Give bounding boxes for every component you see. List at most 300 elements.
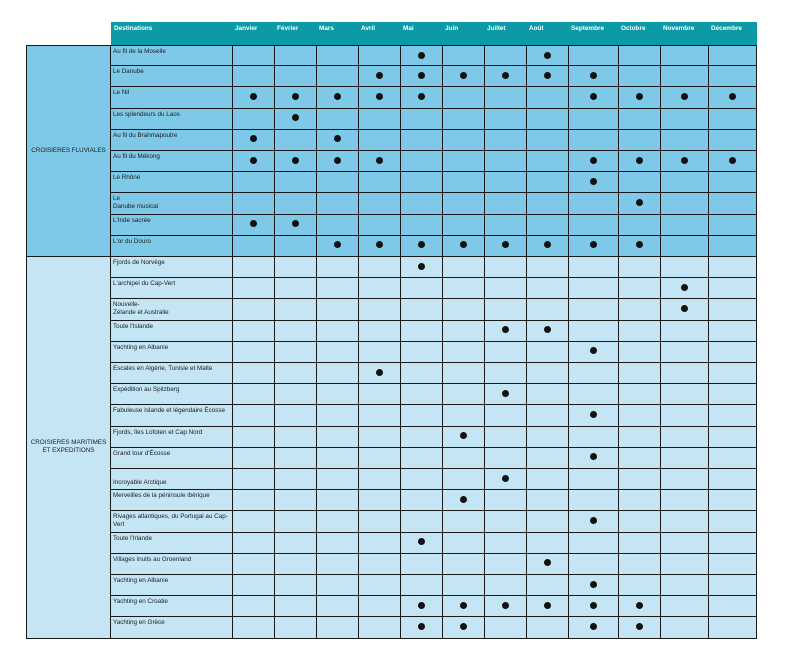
month-cell	[401, 109, 443, 130]
availability-dot	[590, 93, 597, 100]
month-cell	[527, 66, 569, 87]
month-cell	[317, 87, 359, 108]
month-cell	[443, 172, 485, 193]
month-cell	[527, 575, 569, 596]
availability-dot	[681, 305, 688, 312]
month-cell	[275, 533, 317, 554]
month-cell	[485, 299, 527, 320]
month-cell	[233, 130, 275, 151]
month-cell	[275, 130, 317, 151]
month-cell	[275, 172, 317, 193]
availability-dot	[292, 220, 299, 227]
month-cell	[569, 109, 619, 130]
month-cell	[233, 257, 275, 278]
destination-label: Yachting en Grèce	[111, 617, 233, 638]
month-cell	[661, 87, 709, 108]
availability-dot	[502, 241, 509, 248]
availability-dot	[502, 602, 509, 609]
month-cell	[569, 533, 619, 554]
month-cell	[359, 172, 401, 193]
destination-label: Les splendeurs du Laos	[111, 109, 233, 130]
month-cell	[317, 596, 359, 617]
availability-dot	[418, 538, 425, 545]
availability-dot	[636, 241, 643, 248]
availability-dot	[590, 347, 597, 354]
month-cell	[443, 448, 485, 469]
month-cell	[619, 66, 661, 87]
month-cell	[317, 151, 359, 172]
availability-dot	[502, 326, 509, 333]
availability-dot	[460, 496, 467, 503]
month-cell	[443, 109, 485, 130]
availability-dot	[250, 93, 257, 100]
availability-dot	[418, 52, 425, 59]
month-cell	[275, 554, 317, 575]
destination-label: Nouvelle- Zélande et Australie	[111, 299, 233, 320]
month-cell	[359, 321, 401, 342]
month-cell	[569, 384, 619, 405]
month-cell	[401, 575, 443, 596]
availability-dot	[418, 602, 425, 609]
header-month-10: Octobre	[619, 22, 661, 45]
month-cell	[485, 384, 527, 405]
month-cell	[401, 490, 443, 511]
month-cell	[233, 384, 275, 405]
month-cell	[401, 448, 443, 469]
month-cell	[233, 87, 275, 108]
month-cell	[709, 405, 757, 426]
availability-dot	[418, 263, 425, 270]
month-cell	[275, 278, 317, 299]
month-cell	[527, 130, 569, 151]
month-cell	[569, 448, 619, 469]
availability-dot	[292, 93, 299, 100]
month-cell	[569, 405, 619, 426]
header-month-3: Mars	[317, 22, 359, 45]
month-cell	[569, 236, 619, 257]
month-cell	[527, 257, 569, 278]
month-cell	[359, 596, 401, 617]
month-cell	[485, 87, 527, 108]
month-cell	[401, 384, 443, 405]
month-cell	[485, 469, 527, 490]
month-cell	[619, 299, 661, 320]
month-cell	[485, 278, 527, 299]
month-cell	[233, 511, 275, 532]
month-cell	[233, 448, 275, 469]
month-cell	[443, 236, 485, 257]
availability-dot	[418, 93, 425, 100]
month-cell	[401, 469, 443, 490]
month-cell	[661, 193, 709, 214]
month-cell	[661, 384, 709, 405]
destination-label: Fabuleuse Islande et légendaire Écosse	[111, 405, 233, 426]
availability-dot	[636, 157, 643, 164]
month-cell	[709, 554, 757, 575]
month-cell	[275, 448, 317, 469]
month-cell	[569, 193, 619, 214]
month-cell	[443, 321, 485, 342]
month-cell	[485, 193, 527, 214]
month-cell	[317, 363, 359, 384]
month-cell	[569, 342, 619, 363]
month-cell	[709, 448, 757, 469]
month-cell	[401, 172, 443, 193]
destination-label: Yachting en Albanie	[111, 342, 233, 363]
month-cell	[527, 469, 569, 490]
destination-label: Toute l'Islande	[111, 321, 233, 342]
month-cell	[233, 363, 275, 384]
month-cell	[275, 427, 317, 448]
month-cell	[317, 617, 359, 638]
month-cell	[443, 617, 485, 638]
month-cell	[527, 172, 569, 193]
month-cell	[569, 511, 619, 532]
month-cell	[443, 405, 485, 426]
month-cell	[569, 575, 619, 596]
header-month-6: Juin	[443, 22, 485, 45]
month-cell	[317, 342, 359, 363]
month-cell	[485, 321, 527, 342]
month-cell	[619, 45, 661, 66]
month-cell	[661, 342, 709, 363]
month-cell	[233, 66, 275, 87]
month-cell	[569, 427, 619, 448]
month-cell	[317, 321, 359, 342]
month-cell	[619, 427, 661, 448]
month-cell	[443, 533, 485, 554]
month-cell	[485, 533, 527, 554]
month-cell	[569, 617, 619, 638]
month-cell	[401, 617, 443, 638]
month-cell	[709, 511, 757, 532]
header-month-11: Novembre	[661, 22, 709, 45]
month-cell	[619, 130, 661, 151]
month-cell	[709, 490, 757, 511]
month-cell	[527, 405, 569, 426]
month-cell	[661, 533, 709, 554]
month-cell	[233, 299, 275, 320]
month-cell	[443, 342, 485, 363]
month-cell	[233, 405, 275, 426]
month-cell	[527, 278, 569, 299]
month-cell	[275, 109, 317, 130]
availability-dot	[376, 93, 383, 100]
month-cell	[359, 215, 401, 236]
month-cell	[709, 469, 757, 490]
month-cell	[443, 257, 485, 278]
month-cell	[443, 215, 485, 236]
month-cell	[359, 554, 401, 575]
month-cell	[619, 151, 661, 172]
month-cell	[443, 278, 485, 299]
month-cell	[527, 193, 569, 214]
availability-dot	[250, 157, 257, 164]
destination-label: Le Nil	[111, 87, 233, 108]
month-cell	[709, 193, 757, 214]
month-cell	[233, 236, 275, 257]
month-cell	[661, 405, 709, 426]
availability-dot	[502, 475, 509, 482]
month-cell	[359, 617, 401, 638]
month-cell	[317, 575, 359, 596]
group-label: CROISIERES FLUVIALES	[26, 45, 111, 257]
month-cell	[359, 533, 401, 554]
destination-label: Le Danube musical	[111, 193, 233, 214]
month-cell	[317, 172, 359, 193]
availability-dot	[502, 390, 509, 397]
month-cell	[661, 130, 709, 151]
group-label: CROISIERES MARITIMES ET EXPEDITIONS	[26, 257, 111, 639]
availability-dot	[636, 623, 643, 630]
month-cell	[401, 236, 443, 257]
destination-label: Incroyable Arctique	[111, 469, 233, 490]
month-cell	[443, 575, 485, 596]
month-cell	[233, 427, 275, 448]
month-cell	[661, 363, 709, 384]
month-cell	[275, 575, 317, 596]
month-cell	[569, 215, 619, 236]
month-cell	[275, 45, 317, 66]
month-cell	[527, 45, 569, 66]
month-cell	[619, 87, 661, 108]
month-cell	[401, 533, 443, 554]
month-cell	[709, 363, 757, 384]
availability-dot	[544, 52, 551, 59]
month-cell	[317, 193, 359, 214]
month-cell	[485, 109, 527, 130]
month-cell	[275, 384, 317, 405]
month-cell	[485, 405, 527, 426]
month-cell	[443, 87, 485, 108]
month-cell	[569, 66, 619, 87]
month-cell	[619, 596, 661, 617]
header-month-1: Janvier	[233, 22, 275, 45]
month-cell	[317, 384, 359, 405]
month-cell	[317, 66, 359, 87]
month-cell	[233, 215, 275, 236]
availability-dot	[334, 241, 341, 248]
month-cell	[569, 130, 619, 151]
month-cell	[527, 215, 569, 236]
month-cell	[485, 363, 527, 384]
month-cell	[709, 45, 757, 66]
header-month-12: Décembre	[709, 22, 757, 45]
month-cell	[443, 130, 485, 151]
availability-dot	[681, 284, 688, 291]
availability-dot	[636, 93, 643, 100]
month-cell	[401, 151, 443, 172]
month-cell	[485, 257, 527, 278]
month-cell	[233, 151, 275, 172]
availability-dot	[460, 623, 467, 630]
month-cell	[317, 554, 359, 575]
month-cell	[317, 448, 359, 469]
availability-dot	[376, 369, 383, 376]
month-cell	[569, 554, 619, 575]
month-cell	[233, 342, 275, 363]
month-cell	[401, 596, 443, 617]
month-cell	[569, 278, 619, 299]
month-cell	[569, 151, 619, 172]
month-cell	[317, 299, 359, 320]
month-cell	[275, 596, 317, 617]
month-cell	[359, 66, 401, 87]
month-cell	[485, 130, 527, 151]
month-cell	[619, 575, 661, 596]
month-cell	[527, 617, 569, 638]
month-cell	[443, 66, 485, 87]
month-cell	[485, 511, 527, 532]
month-cell	[709, 575, 757, 596]
month-cell	[619, 469, 661, 490]
month-cell	[485, 66, 527, 87]
month-cell	[275, 215, 317, 236]
month-cell	[401, 257, 443, 278]
month-cell	[233, 596, 275, 617]
month-cell	[401, 193, 443, 214]
month-cell	[359, 299, 401, 320]
month-cell	[317, 215, 359, 236]
destination-label: Expédition au Spitzberg	[111, 384, 233, 405]
month-cell	[233, 278, 275, 299]
month-cell	[485, 596, 527, 617]
month-cell	[233, 45, 275, 66]
month-cell	[401, 66, 443, 87]
availability-dot	[460, 432, 467, 439]
month-cell	[485, 215, 527, 236]
month-cell	[619, 257, 661, 278]
month-cell	[661, 321, 709, 342]
month-cell	[569, 596, 619, 617]
month-cell	[527, 533, 569, 554]
month-cell	[443, 596, 485, 617]
availability-dot	[544, 241, 551, 248]
month-cell	[661, 596, 709, 617]
month-cell	[619, 363, 661, 384]
month-cell	[401, 342, 443, 363]
month-cell	[359, 342, 401, 363]
destination-label: L'Inde sacrée	[111, 215, 233, 236]
month-cell	[527, 363, 569, 384]
availability-dot	[590, 178, 597, 185]
month-cell	[569, 257, 619, 278]
availability-dot	[544, 559, 551, 566]
month-cell	[661, 278, 709, 299]
month-cell	[359, 278, 401, 299]
month-cell	[619, 236, 661, 257]
month-cell	[619, 321, 661, 342]
month-cell	[709, 278, 757, 299]
availability-dot	[590, 241, 597, 248]
month-cell	[359, 575, 401, 596]
month-cell	[233, 109, 275, 130]
header-month-7: Juillet	[485, 22, 527, 45]
month-cell	[661, 554, 709, 575]
month-cell	[569, 321, 619, 342]
availability-dot	[250, 220, 257, 227]
month-cell	[485, 448, 527, 469]
month-cell	[275, 151, 317, 172]
month-cell	[485, 236, 527, 257]
month-cell	[569, 469, 619, 490]
month-cell	[619, 384, 661, 405]
month-cell	[443, 299, 485, 320]
month-cell	[709, 384, 757, 405]
month-cell	[527, 384, 569, 405]
destination-label: Rivages atlantiques, du Portugal au Cap-Vert	[111, 511, 233, 532]
month-cell	[619, 278, 661, 299]
month-cell	[317, 469, 359, 490]
month-cell	[661, 299, 709, 320]
month-cell	[661, 617, 709, 638]
availability-dot	[250, 135, 257, 142]
availability-dot	[418, 623, 425, 630]
month-cell	[527, 151, 569, 172]
month-cell	[485, 342, 527, 363]
month-cell	[275, 617, 317, 638]
month-cell	[619, 448, 661, 469]
month-cell	[569, 363, 619, 384]
destination-label: L'or du Douro	[111, 236, 233, 257]
availability-dot	[334, 93, 341, 100]
month-cell	[317, 236, 359, 257]
month-cell	[275, 469, 317, 490]
month-cell	[485, 617, 527, 638]
month-cell	[317, 511, 359, 532]
month-cell	[661, 257, 709, 278]
month-cell	[443, 427, 485, 448]
availability-dot	[681, 93, 688, 100]
month-cell	[359, 257, 401, 278]
destination-label: Fjords, îles Lofoten et Cap Nord	[111, 427, 233, 448]
availability-dot	[334, 135, 341, 142]
month-cell	[359, 109, 401, 130]
month-cell	[485, 554, 527, 575]
month-cell	[619, 554, 661, 575]
month-cell	[359, 87, 401, 108]
month-cell	[661, 236, 709, 257]
month-cell	[619, 511, 661, 532]
month-cell	[359, 130, 401, 151]
destination-label: Yachting en Croatie	[111, 596, 233, 617]
month-cell	[709, 617, 757, 638]
header-month-9: Septembre	[569, 22, 619, 45]
availability-dot	[418, 241, 425, 248]
month-cell	[527, 87, 569, 108]
month-cell	[401, 45, 443, 66]
header-month-4: Avril	[359, 22, 401, 45]
availability-dot	[376, 157, 383, 164]
month-cell	[317, 278, 359, 299]
month-cell	[709, 236, 757, 257]
month-cell	[275, 87, 317, 108]
month-cell	[233, 193, 275, 214]
availability-dot	[292, 157, 299, 164]
month-cell	[401, 278, 443, 299]
month-cell	[275, 257, 317, 278]
month-cell	[661, 575, 709, 596]
month-cell	[233, 321, 275, 342]
availability-dot	[544, 72, 551, 79]
availability-dot	[590, 581, 597, 588]
destination-label: Le Danube	[111, 66, 233, 87]
month-cell	[443, 469, 485, 490]
month-cell	[443, 554, 485, 575]
month-cell	[317, 533, 359, 554]
month-cell	[443, 363, 485, 384]
availability-dot	[544, 326, 551, 333]
